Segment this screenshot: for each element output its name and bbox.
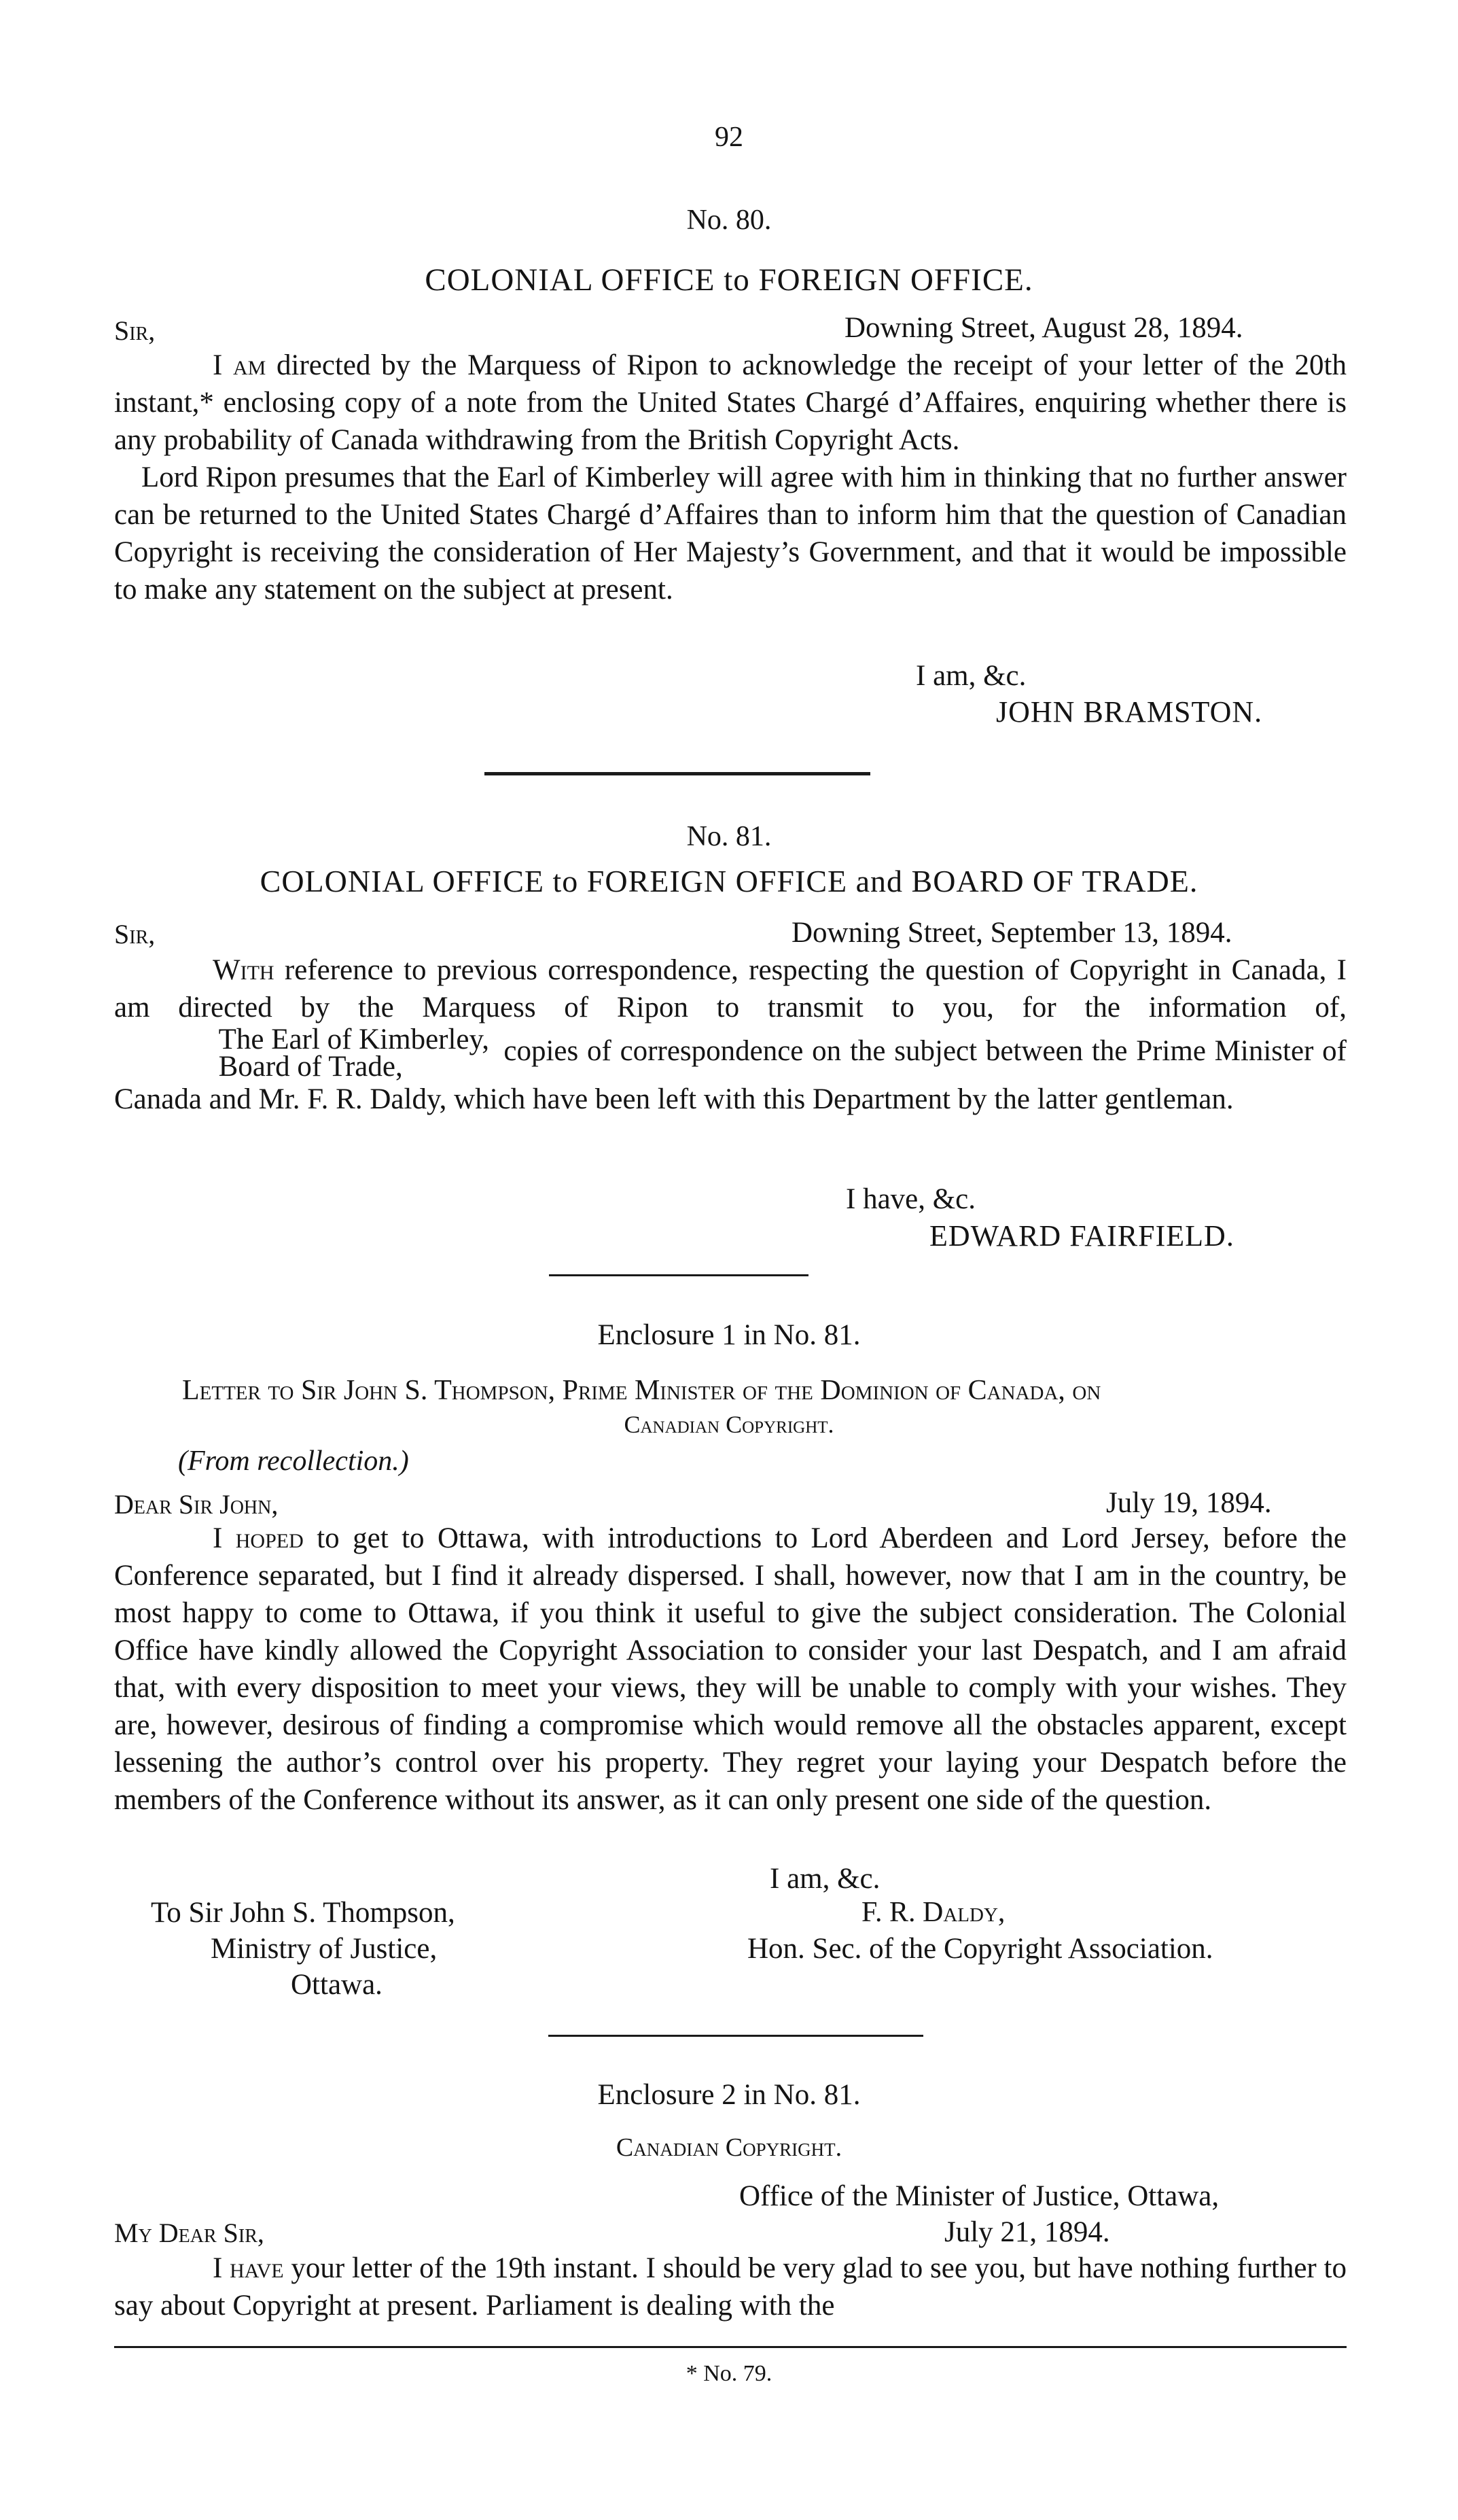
enc2-paragraph-1-lead: I have bbox=[213, 2252, 284, 2284]
enc1-heading-line-2: Canadian Copyright. bbox=[624, 1411, 834, 1438]
enc1-paragraph-1 bbox=[114, 1520, 1347, 1819]
no81-addressee-choice bbox=[120, 1023, 489, 1083]
no80-dateline: Downing Street, August 28, 1894. bbox=[844, 312, 1243, 344]
footnote: * No. 79. bbox=[686, 2361, 772, 2386]
enc2-body bbox=[114, 2250, 1347, 2324]
enc1-note: (From recollection.) bbox=[178, 1446, 409, 1477]
no81-paragraph-1 bbox=[114, 951, 1347, 1118]
no80-body bbox=[114, 347, 1347, 608]
no81-paragraph-1-continued: copies of correspondence on the subject between the Prime Minister of Canada and Mr. F. R. Daldy, which have been left with this Department by the latter gentleman. bbox=[114, 1034, 1347, 1115]
no81-paragraph-1-lead: With bbox=[213, 954, 274, 986]
enc2-paragraph-1 bbox=[114, 2250, 1347, 2324]
enc2-paragraph-1-text: your letter of the 19th instant. I should be very glad to see you, but have nothing further to say about Copyright at present. Parliament is dealing with the bbox=[114, 2252, 1347, 2322]
enc1-paragraph-1-text: to get to Ottawa, with introductions to Lord Aberdeen and Lord Jersey, before the Conference separated, but I find it already dispersed. I shall, however, now that I am in the country, be most happy to come to Ottawa, if you think it useful to give the subject consideration. The Colonial Office have kindly allowed the Copyright Association to consider your last Despatch, and I am afraid that, with every disposition to meet your views, they will be unable to comply with your wishes. They are, however, desirous of finding a compromise which would remove all the obstacles apparent, except lessening the author’s control over his property. They regret your laying your Despatch before the members of the Conference without its answer, as it can only present one side of the question. bbox=[114, 1522, 1347, 1816]
enc2-heading: Canadian Copyright. bbox=[616, 2133, 842, 2162]
no81-body bbox=[114, 951, 1347, 1118]
no81-closing: I have, &c. bbox=[846, 1183, 976, 1215]
no80-salutation: Sir, bbox=[114, 315, 156, 346]
no81-addressee-top: The Earl of Kimberley, bbox=[218, 1023, 489, 1055]
enc1-closing: I am, &c. bbox=[770, 1863, 881, 1895]
no81-addressee-bottom: Board of Trade, bbox=[218, 1051, 403, 1083]
no81-paragraph-1-text: reference to previous correspondence, respecting the question of Copyright in Canada, I am directed by the Marquess of Ripon to transmit to you, for the information of, bbox=[114, 954, 1347, 1023]
no81-signature: EDWARD FAIRFIELD. bbox=[929, 1219, 1234, 1253]
no80-number: No. 80. bbox=[686, 205, 772, 236]
no80-heading: COLONIAL OFFICE to FOREIGN OFFICE. bbox=[425, 262, 1033, 298]
no80-paragraph-1 bbox=[114, 347, 1347, 459]
enc1-title: Enclosure 1 in No. 81. bbox=[597, 1319, 861, 1351]
no81-number: No. 81. bbox=[686, 821, 772, 852]
footnote-rule bbox=[114, 2346, 1347, 2348]
section-rule-heavy bbox=[484, 772, 870, 775]
no80-signature: JOHN BRAMSTON. bbox=[996, 695, 1263, 729]
enc1-date: July 19, 1894. bbox=[1106, 1487, 1272, 1519]
no80-paragraph-2: Lord Ripon presumes that the Earl of Kimberley will agree with him in thinking that no further answer can be returned to the United States Chargé d’Affaires than to inform him that the question of Canadian Copyright is receiving the consideration of Her Majesty’s Government, and that it would be impossible to make any statement on the subject at present. bbox=[114, 461, 1347, 606]
enc1-signature-title: Hon. Sec. of the Copyright Association. bbox=[747, 1933, 1213, 1965]
enc1-address-line-1: To Sir John S. Thompson, bbox=[151, 1897, 455, 1929]
enc2-title: Enclosure 2 in No. 81. bbox=[597, 2079, 861, 2111]
section-rule bbox=[548, 2035, 923, 2037]
enc2-salutation: My Dear Sir, bbox=[114, 2218, 264, 2248]
page-number: 92 bbox=[715, 122, 743, 153]
enc1-address-line-2: Ministry of Justice, bbox=[211, 1933, 438, 1965]
no81-salutation: Sir, bbox=[114, 919, 156, 949]
no81-heading: COLONIAL OFFICE to FOREIGN OFFICE and BOARD OF TRADE. bbox=[260, 864, 1198, 898]
enc2-date: July 21, 1894. bbox=[944, 2216, 1110, 2248]
no81-dateline: Downing Street, September 13, 1894. bbox=[792, 917, 1232, 949]
enc1-signature: F. R. Daldy, bbox=[861, 1897, 1006, 1928]
enc1-body bbox=[114, 1520, 1347, 1819]
enc1-salutation: Dear Sir John, bbox=[114, 1489, 279, 1520]
no80-paragraph-1-lead: I am bbox=[213, 349, 266, 381]
enc1-heading-line-1: Letter to Sir John S. Thompson, Prime Minister of the Dominion of Canada, on bbox=[182, 1375, 1101, 1406]
enc2-office-line: Office of the Minister of Justice, Ottawa, bbox=[739, 2180, 1220, 2212]
enc1-paragraph-1-lead: I hoped bbox=[213, 1522, 304, 1554]
no80-paragraph-1-text: directed by the Marquess of Ripon to acknowledge the receipt of your letter of the 20th instant,* enclosing copy of a note from the United States Chargé d’Affaires, enquiring whether there is any probability of Canada withdrawing from the British Copyright Acts. bbox=[114, 349, 1347, 456]
no80-closing: I am, &c. bbox=[916, 660, 1027, 692]
section-rule bbox=[549, 1274, 808, 1276]
enc1-address-line-3: Ottawa. bbox=[291, 1969, 383, 2001]
